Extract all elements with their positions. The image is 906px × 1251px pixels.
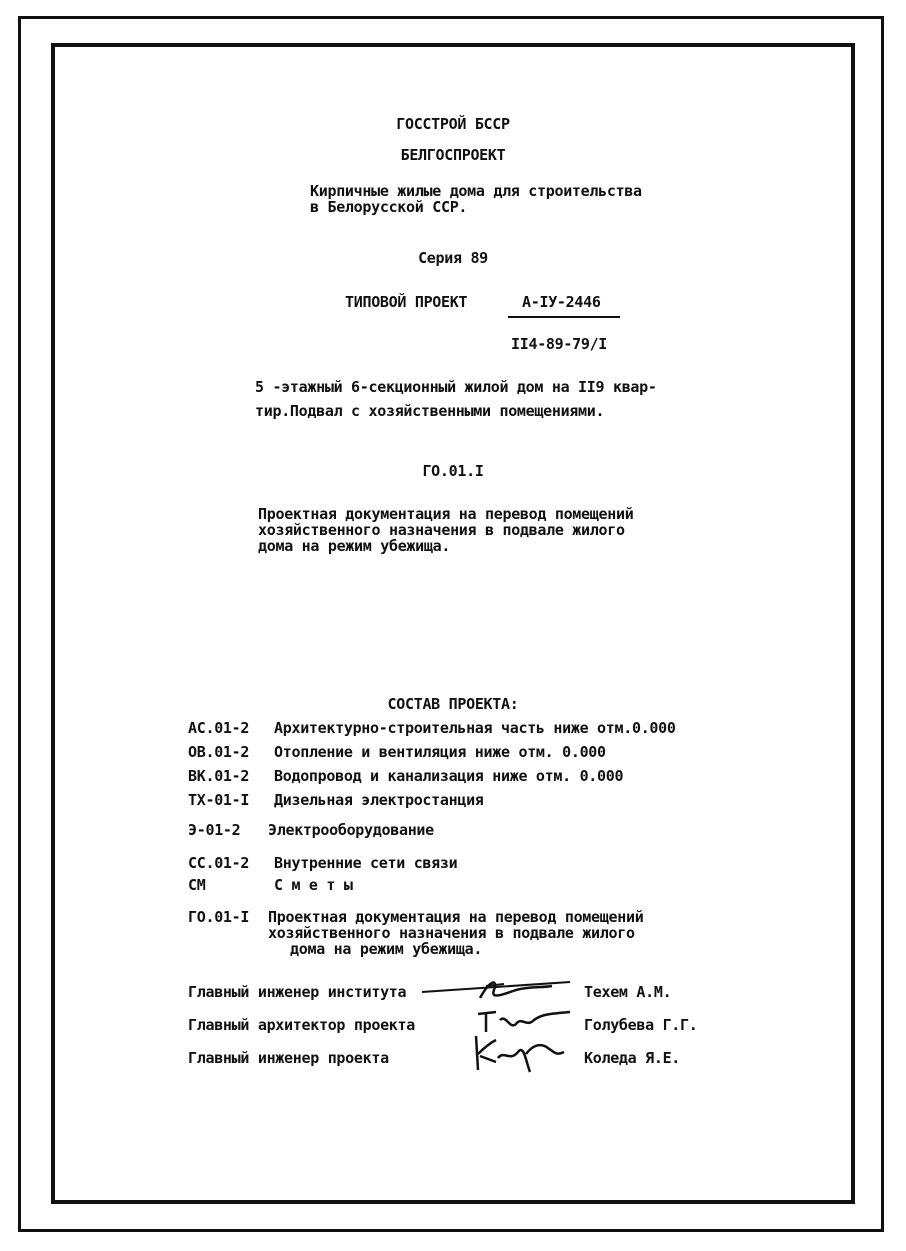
- org-name: ГОССТРОЙ БССР: [396, 115, 510, 133]
- signature-name: Техем А.М.: [584, 983, 672, 1001]
- signature-name: Голубева Г.Г.: [584, 1016, 698, 1034]
- contents-name: Внутренние сети связи: [274, 854, 458, 872]
- contents-name: Водопровод и канализация ниже отм. 0.000: [274, 767, 624, 785]
- project-code: А-IУ-2446: [522, 293, 601, 311]
- signature-name: Коледа Я.Е.: [584, 1049, 681, 1067]
- contents-name: С м е т ы: [274, 876, 353, 894]
- project-number: II4-89-79/I: [511, 335, 608, 353]
- project-code-underline: [508, 316, 620, 318]
- signature-mark-1: [420, 974, 580, 1004]
- document-code: ГО.01.I: [422, 462, 484, 480]
- contents-name: Отопление и вентиляция ниже отм. 0.000: [274, 743, 606, 761]
- contents-code: СС.01-2: [188, 854, 250, 872]
- contents-name: Проектная документация на перевод помещений: [268, 908, 644, 926]
- collection-line-1: Кирпичные жилые дома для строительства: [310, 182, 642, 200]
- document-title-line-3: дома на режим убежища.: [258, 537, 451, 555]
- signature-role: Главный инженер проекта: [188, 1049, 389, 1067]
- project-label: ТИПОВОЙ ПРОЕКТ: [345, 293, 468, 311]
- contents-name: Дизельная электростанция: [274, 791, 484, 809]
- contents-heading: СОСТАВ ПРОЕКТА:: [387, 695, 519, 713]
- contents-name: Электрооборудование: [268, 821, 434, 839]
- signature-role: Главный инженер института: [188, 983, 407, 1001]
- contents-code: АС.01-2: [188, 719, 250, 737]
- project-desc-line-1: 5 -этажный 6-секционный жилой дом на II9 квар-: [255, 378, 657, 396]
- contents-code: ТХ-01-I: [188, 791, 250, 809]
- contents-code: Э-01-2: [188, 821, 241, 839]
- contents-code: ВК.01-2: [188, 767, 250, 785]
- contents-name: Архитектурно-строительная часть ниже отм.0.000: [274, 719, 676, 737]
- contents-code: СМ: [188, 876, 206, 894]
- project-desc-line-2: тир.Подвал с хозяйственными помещениями.: [255, 402, 605, 420]
- institute-name: БЕЛГОСПРОЕКТ: [400, 146, 506, 164]
- contents-code: ГО.01-I: [188, 908, 250, 926]
- signature-role: Главный архитектор проекта: [188, 1016, 416, 1034]
- collection-line-2: в Белорусской ССР.: [310, 198, 468, 216]
- contents-name-line-2: хозяйственного назначения в подвале жилого: [268, 924, 635, 942]
- contents-code: ОВ.01-2: [188, 743, 250, 761]
- inner-frame: [51, 43, 855, 1204]
- series: Серия 89: [418, 249, 488, 267]
- document-title-line-1: Проектная документация на перевод помещений: [258, 505, 634, 523]
- signature-mark-3: [470, 1032, 570, 1076]
- document-title-line-2: хозяйственного назначения в подвале жилого: [258, 521, 625, 539]
- contents-name-line-3: дома на режим убежища.: [290, 940, 483, 958]
